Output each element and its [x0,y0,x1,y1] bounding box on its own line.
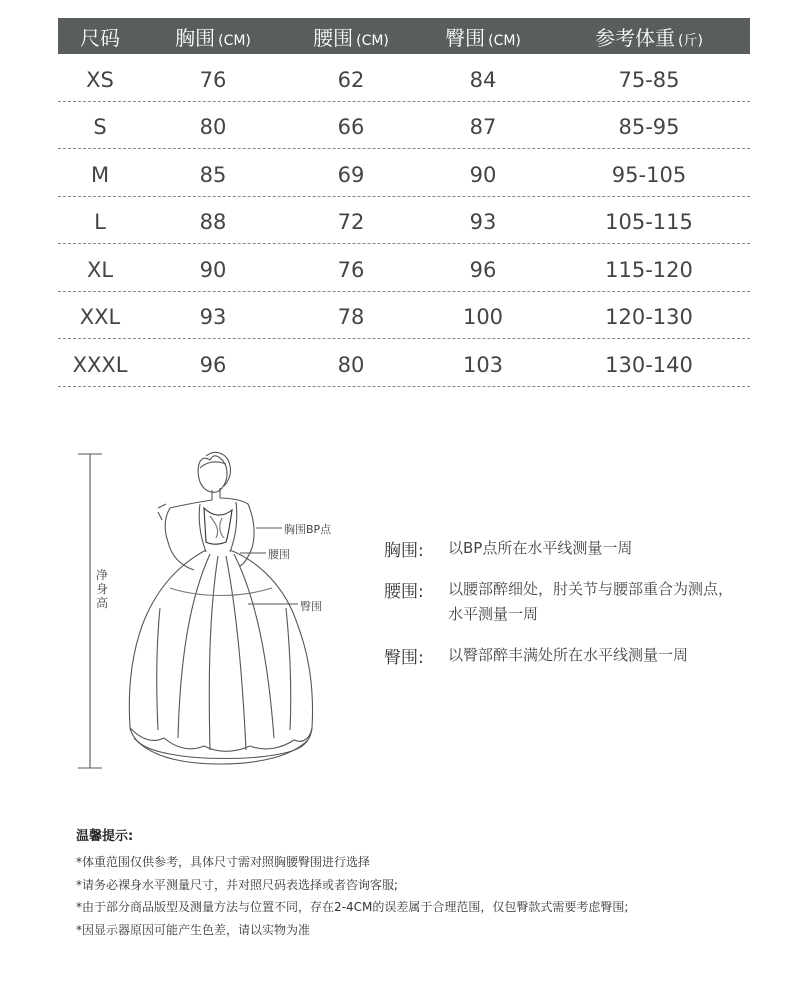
definition-text: 以腰部醉细处，肘关节与腰部重合为测点，水平测量一周 [448,580,734,623]
tips-title: 温馨提示: [76,829,134,844]
tips-section [76,825,756,941]
cell-waist: 76 [337,257,365,282]
table-row [58,54,750,102]
cell-size: M [90,162,110,187]
cell-weight: 75-85 [618,67,680,92]
table-row [58,292,750,340]
cell-weight: 120-130 [605,305,693,330]
cell-bust: 88 [199,210,227,235]
measurement-definitions [384,536,744,684]
cell-hip: 93 [469,210,497,235]
cell-hip: 103 [462,352,504,377]
header-bust: 胸围 (CM) [175,25,251,50]
cell-size: XL [86,257,114,282]
header-waist: 腰围 (CM) [313,25,389,50]
cell-hip: 96 [469,257,497,282]
definition-text: 以BP点所在水平线测量一周 [448,539,633,557]
cell-waist: 80 [337,352,365,377]
cell-waist: 78 [337,305,365,330]
table-row [58,197,750,245]
size-chart-table [58,18,750,387]
cell-weight: 95-105 [611,162,687,187]
tip-item: *由于部分商品版型及测量方法与位置不同，存在2-4CM的误差属于合理范围，仅包臀款式需要考虑臀围; [76,900,629,914]
cell-weight: 105-115 [605,210,693,235]
table-header [58,18,750,54]
cell-waist: 66 [337,115,365,140]
cell-size: XXL [79,305,121,330]
cell-weight: 115-120 [605,257,693,282]
header-weight: 参考体重 (斤) [595,25,703,50]
cell-size: L [94,210,106,235]
cell-bust: 85 [199,162,227,187]
cell-bust: 90 [199,257,227,282]
cell-size: XS [86,67,114,92]
definition-text: 以臀部醉丰满处所在水平线测量一周 [448,646,689,664]
cell-hip: 87 [469,115,497,140]
cell-bust: 80 [199,115,227,140]
cell-bust: 76 [199,67,227,92]
definition-term: 腰围: [384,582,424,602]
tip-item: *因显示器原因可能产生色差，请以实物为准 [76,922,311,937]
definition-waist [384,577,744,627]
height-label: 净身高 [95,568,108,610]
cell-bust: 93 [199,305,227,330]
cell-size: S [93,115,107,140]
definition-hip [384,643,744,668]
cell-waist: 72 [337,210,365,235]
header-hip: 臀围 (CM) [445,25,521,50]
cell-waist: 69 [337,162,365,187]
table-row [58,149,750,197]
cell-hip: 90 [469,162,497,187]
bust-label: 胸围BP点 [284,523,332,536]
definition-bust [384,536,744,561]
cell-size: XXXL [72,352,128,377]
hip-label: 臀围 [300,600,322,613]
cell-weight: 130-140 [605,352,693,377]
header-size: 尺码 [80,25,120,50]
definition-term: 胸围: [384,541,424,561]
table-row [58,244,750,292]
cell-waist: 62 [337,67,365,92]
cell-bust: 96 [199,352,227,377]
definition-term: 臀围: [384,648,424,668]
tip-item: *体重范围仅供参考，具体尺寸需对照胸腰臀围进行选择 [76,855,371,869]
waist-label: 腰围 [268,548,290,561]
table-row [58,102,750,150]
cell-hip: 100 [462,305,504,330]
table-row [58,339,750,387]
cell-weight: 85-95 [618,115,680,140]
cell-hip: 84 [469,67,497,92]
tip-item: *请务必裸身水平测量尺寸，并对照尺码表选择或者咨询客服; [76,877,399,892]
